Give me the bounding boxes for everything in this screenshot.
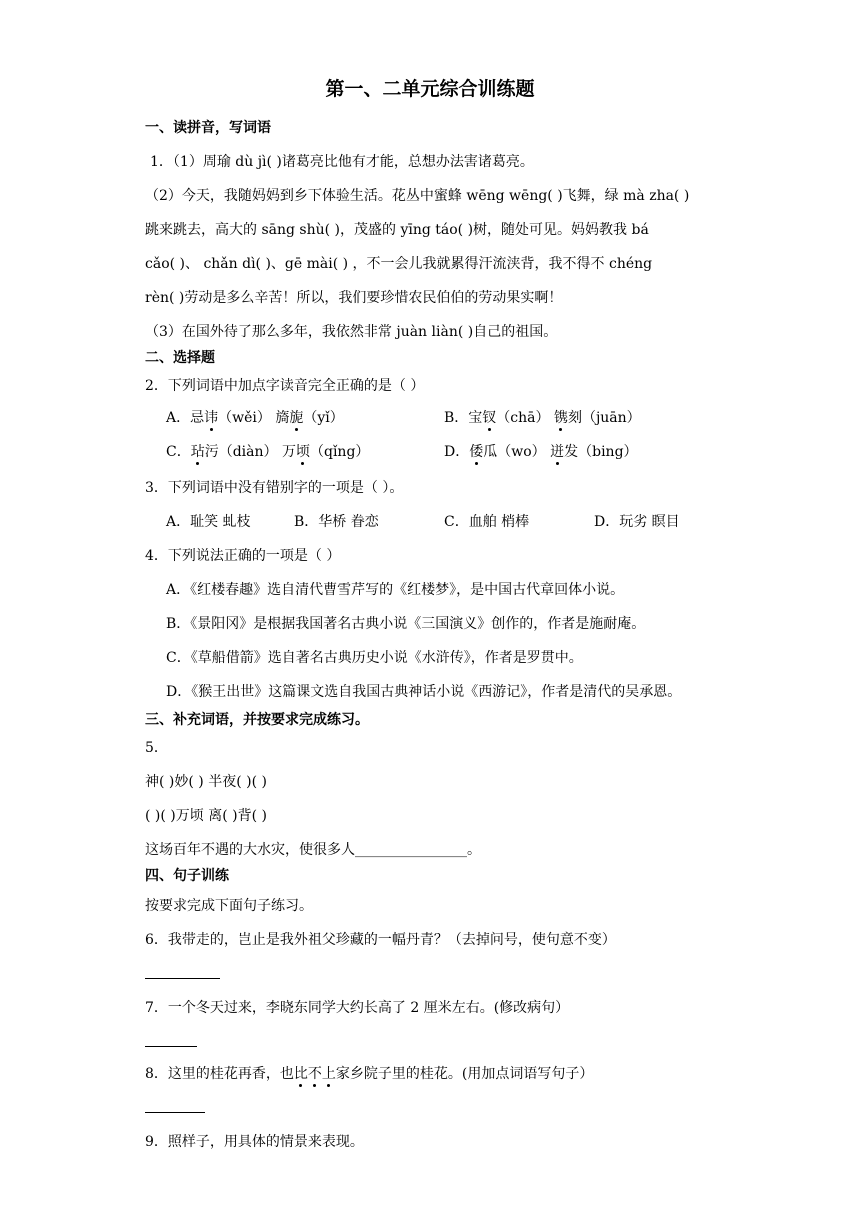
dotted-char: 比 [293, 1066, 308, 1082]
q4-option-d[interactable]: D．《猴王出世》这篇课文选自我国古典神话小说《西游记》，作者是清代的吴承恩。 [166, 684, 682, 700]
q3-option-d[interactable]: D．玩劣 瞑目 [594, 514, 680, 530]
q1-part2-line2: 跳来跳去，高大的 sāng shù( )，茂盛的 yīng táo( )树，随处可见。妈妈教我 bá [145, 222, 649, 238]
option-b-text: （chā） [496, 410, 554, 426]
dotted-char: 镌 [553, 410, 568, 426]
q2-option-b[interactable] [444, 408, 641, 428]
q2-option-d[interactable] [444, 442, 638, 462]
q1-part3: （3）在国外待了那么多年，我依然非常 juàn liàn( )自己的祖国。 [145, 324, 558, 340]
dotted-char: 顷 [295, 444, 310, 460]
option-b-text: 刻（juān） [567, 410, 641, 426]
q3-option-c[interactable]: C．血舶 梢棒 [444, 514, 530, 530]
dotted-char: 上 [321, 1066, 336, 1082]
option-a-text: （yǐ） [303, 410, 344, 426]
q8-answer-line[interactable] [145, 1112, 205, 1113]
option-c-text: C． [166, 444, 191, 460]
q7-prompt: 7．一个冬天过来，李晓东同学大约长高了 2 厘米左右。(修改病句） [145, 1000, 570, 1016]
q8-prompt [145, 1064, 593, 1084]
q3-option-b[interactable]: B．华桥 眷恋 [294, 514, 379, 530]
section-2-heading: 二、选择题 [145, 350, 215, 366]
q1-part2-line3: cǎo( )、 chǎn dì( )、gē mài( ) ，不一会儿我就累得汗流浃背，我不得不 chéng [145, 256, 653, 272]
dotted-char: 旎 [289, 410, 304, 426]
q1-part2-line4: rèn( )劳动是多么辛苦！所以，我们要珍惜农民伯伯的劳动果实啊！ [145, 290, 563, 306]
q6-answer-line[interactable] [145, 978, 220, 979]
q4-option-b[interactable]: B．《景阳冈》是根据我国著名古典小说《三国演义》创作的，作者是施耐庵。 [166, 616, 646, 632]
option-d-text: D． [444, 444, 470, 460]
q4-option-c[interactable]: C．《草船借箭》选自著名古典历史小说《水浒传》，作者是罗贯中。 [166, 650, 583, 666]
q5-row-2: ( )( )万顷 离( )背( ) [145, 808, 267, 824]
q5-number: 5． [145, 740, 168, 756]
q7-answer-line[interactable] [145, 1046, 197, 1047]
dotted-char: 讳 [204, 410, 219, 426]
q4-stem: 4．下列说法正确的一项是（ ） [145, 548, 341, 564]
q5-row-1: 神( )妙( ) 半夜( )( ) [145, 774, 267, 790]
option-a-text: （wěi） 旖 [218, 410, 290, 426]
q2-option-a[interactable] [166, 408, 344, 428]
section-3-heading: 三、补充词语，并按要求完成练习。 [145, 712, 369, 728]
q3-option-a[interactable]: A．耻笑 虬枝 [166, 514, 251, 530]
section-4-intro: 按要求完成下面句子练习。 [145, 898, 313, 914]
option-a-text: A．忌 [166, 410, 205, 426]
option-b-text: B．宝 [444, 410, 483, 426]
q8-text: 家乡院子里的桂花。(用加点词语写句子） [335, 1066, 594, 1082]
option-d-text: 发（bing） [564, 444, 638, 460]
dotted-char: 迸 [550, 444, 565, 460]
q2-option-c[interactable] [166, 442, 369, 462]
dotted-char: 钗 [482, 410, 497, 426]
q9-prompt: 9．照样子，用具体的情景来表现。 [145, 1134, 364, 1150]
section-1-heading: 一、读拼音，写词语 [145, 120, 271, 136]
q4-option-a[interactable]: A．《红楼春趣》选自清代曹雪芹写的《红楼梦》，是中国古代章回体小说。 [166, 582, 625, 598]
page-title: 第一、二单元综合训练题 [325, 78, 535, 100]
option-c-text: （qǐng） [309, 444, 370, 460]
q2-stem: 2．下列词语中加点字读音完全正确的是（ ） [145, 378, 425, 394]
section-4-heading: 四、句子训练 [145, 868, 229, 884]
option-c-text: 污（diàn） 万 [204, 444, 296, 460]
dotted-char: 玷 [190, 444, 205, 460]
dotted-char: 倭 [469, 444, 484, 460]
option-d-text: 瓜（wo） [483, 444, 551, 460]
q6-prompt: 6．我带走的，岂止是我外祖父珍藏的一幅丹青？（去掉问号，使句意不变） [145, 932, 616, 948]
q3-stem: 3．下列词语中没有错别字的一项是（ ）。 [145, 480, 404, 496]
dotted-char: 不 [307, 1066, 322, 1082]
q1-part2-line1: （2）今天，我随妈妈到乡下体验生活。花丛中蜜蜂 wēng wēng( )飞舞，绿 mà zha( ) [145, 188, 690, 204]
q8-text: 8．这里的桂花再香，也 [145, 1066, 294, 1082]
q5-sentence: 这场百年不遇的大水灾，使很多人________________。 [145, 842, 481, 858]
q1-part1: 1．（1）周瑜 dù jì( )诸葛亮比他有才能，总想办法害诸葛亮。 [150, 154, 534, 170]
